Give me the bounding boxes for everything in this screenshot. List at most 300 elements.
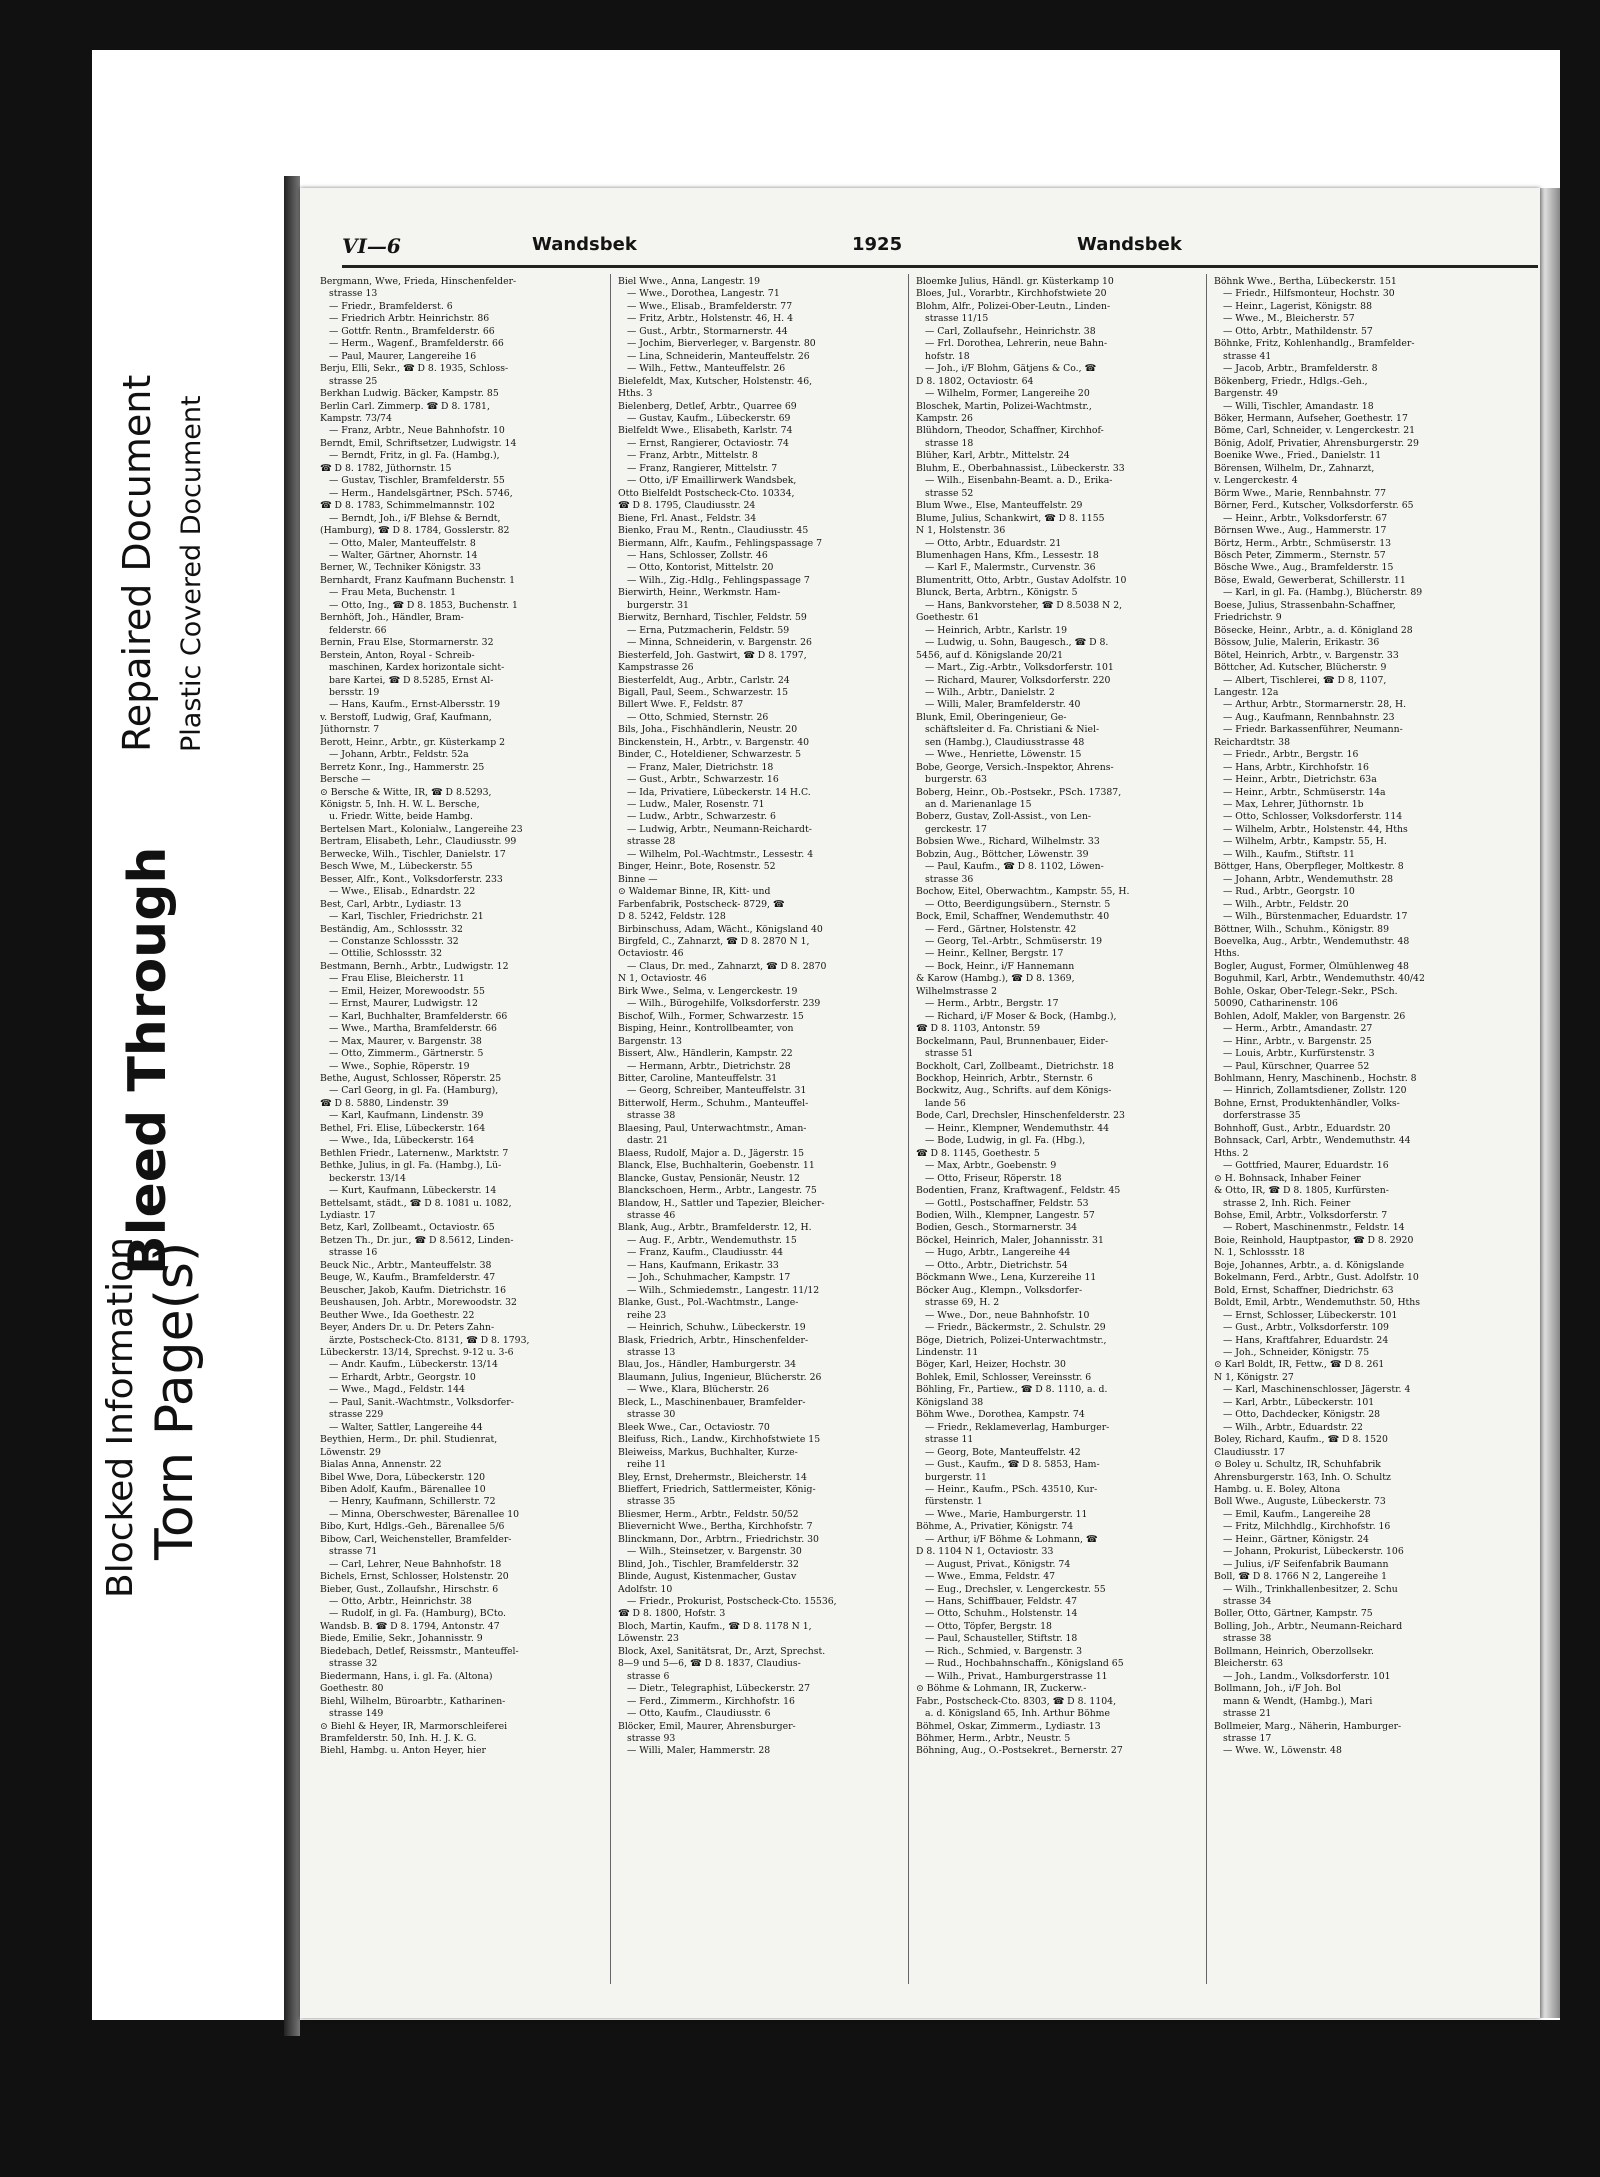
directory-entry: Blaess, Rudolf, Major a. D., Jägerstr. 15	[618, 1147, 805, 1159]
directory-entry: — Wilh., Bürogehilfe, Volksdorferstr. 239	[627, 998, 821, 1010]
directory-entry: Blume, Julius, Schankwirt, ☎ D 8. 1155	[916, 512, 1105, 524]
directory-entry: felderstr. 66	[329, 624, 387, 636]
directory-entry: — August, Privat., Königstr. 74	[925, 1558, 1071, 1570]
directory-entry: strasse 229	[329, 1409, 384, 1421]
directory-entry: Betz, Karl, Zollbeamt., Octaviostr. 65	[320, 1222, 495, 1234]
directory-entry: Binder, C., Hoteldiener, Schwarzestr. 5	[618, 749, 802, 761]
directory-entry: — Max, Lehrer, Jüthornstr. 1b	[1223, 799, 1364, 811]
directory-entry: — Andr. Kaufm., Lübeckerstr. 13/14	[329, 1359, 498, 1371]
directory-entry: Bluhm, E., Oberbahnassist., Lübeckerstr. 33	[916, 462, 1125, 474]
directory-entry: — Otto, Kaufm., Claudiusstr. 6	[627, 1708, 771, 1720]
directory-entry: — Franz, Kaufm., Claudiusstr. 44	[627, 1247, 784, 1259]
directory-entry: Lübeckerstr. 13/14, Sprechst. 9-12 u. 3-6	[320, 1346, 514, 1358]
directory-entry: Blühdorn, Theodor, Schaffner, Kirchhof-	[916, 425, 1104, 437]
directory-entry: Blievernicht Wwe., Bertha, Kirchhofstr. 7	[618, 1521, 813, 1533]
directory-entry: — Gust., Arbtr., Stormarnerstr. 44	[627, 325, 788, 337]
directory-entry: Beuscher, Jakob, Kaufm. Dietrichstr. 16	[320, 1284, 507, 1296]
directory-entry: ⊙ H. Bohnsack, Inhaber Feiner	[1214, 1172, 1361, 1184]
directory-entry: Blinckmann, Dor., Arbtrn., Friedrichstr. 30	[618, 1533, 819, 1545]
directory-entry: — Herm., Handelsgärtner, PSch. 5746,	[329, 487, 513, 499]
directory-entry: Berlin Carl. Zimmerp. ☎ D 8. 1781,	[320, 400, 490, 412]
directory-entry: — Dietr., Telegraphist, Lübeckerstr. 27	[627, 1683, 810, 1695]
directory-entry: — Otto, i/F Emaillirwerk Wandsbek,	[627, 475, 797, 487]
directory-entry: — Claus, Dr. med., Zahnarzt, ☎ D 8. 2870	[627, 960, 827, 972]
directory-entry: Bodentien, Franz, Kraftwagenf., Feldstr. 45	[916, 1185, 1121, 1197]
directory-entry: — Otto, Kontorist, Mittelstr. 20	[627, 562, 774, 574]
directory-entry: Bleck, L., Maschinenbauer, Bramfelder-	[618, 1396, 806, 1408]
directory-entry: Kampstr. 73/74	[320, 412, 392, 424]
directory-entry: — Paul, Maurer, Langereihe 16	[329, 350, 477, 362]
directory-entry: beckerstr. 13/14	[329, 1172, 406, 1184]
directory-entry: — Gustav, Kaufm., Lübeckerstr. 69	[627, 412, 791, 424]
directory-entry: Boldt, Emil, Arbtr., Wendemuthstr. 50, Hths	[1214, 1297, 1421, 1309]
directory-entry: Böhme, A., Privatier, Königstr. 74	[916, 1521, 1074, 1533]
directory-entry: Bloch, Martin, Kaufm., ☎ D 8. 1178 N 1,	[618, 1620, 812, 1632]
directory-entry: strasse 21	[1223, 1708, 1272, 1720]
directory-entry: Bethe, August, Schlosser, Röperstr. 25	[320, 1073, 502, 1084]
directory-entry: Blaumann, Julius, Ingenieur, Blücherstr. 26	[618, 1371, 822, 1383]
directory-entry: reihe 11	[627, 1459, 667, 1471]
directory-entry: mann & Wendt, (Hambg.), Mari	[1223, 1695, 1373, 1707]
directory-entry: — Wwe., Sophie, Röperstr. 19	[329, 1060, 470, 1072]
directory-entry: — Emil, Kaufm., Langereihe 28	[1223, 1508, 1371, 1520]
directory-entry: sen (Hambg.), Claudiusstrasse 48	[925, 736, 1085, 748]
directory-entry: — Fritz, Arbtr., Holstenstr. 46, H. 4	[627, 313, 793, 325]
directory-entry: Farbenfabrik, Postscheck- 8729, ☎	[618, 898, 785, 910]
directory-entry: — Wwe., Martha, Bramfelderstr. 66	[329, 1023, 497, 1035]
directory-entry: Börner, Ferd., Kutscher, Volksdorferstr. 65	[1214, 500, 1414, 512]
directory-entry: & Karow (Hambg.), ☎ D 8. 1369,	[916, 973, 1075, 985]
directory-entry: — Ernst, Rangierer, Octaviostr. 74	[627, 437, 789, 449]
directory-entry: Blohm, Alfr., Polizei-Ober-Leutn., Linden-	[916, 300, 1111, 312]
directory-entry: Bischof, Wilh., Former, Schwarzestr. 15	[618, 1010, 804, 1022]
directory-entry: — Hans, Kraftfahrer, Eduardstr. 24	[1223, 1334, 1389, 1346]
directory-entry: — Georg, Tel.-Arbtr., Schmüserstr. 19	[925, 936, 1103, 948]
directory-entry: — Hermann, Arbtr., Dietrichstr. 28	[627, 1060, 791, 1072]
directory-entry: — Karl F., Malermstr., Curvenstr. 36	[925, 562, 1096, 574]
directory-entry: 50090, Catharinenstr. 106	[1214, 998, 1338, 1010]
directory-entry: N. 1, Schlossstr. 18	[1214, 1247, 1305, 1259]
directory-entry: — Ernst, Schlosser, Lübeckerstr. 101	[1223, 1309, 1398, 1321]
directory-entry: — Friedrich Arbtr. Heinrichstr. 86	[329, 313, 490, 325]
directory-entry: Bibo, Kurt, Hdlgs.-Geh., Bärenallee 5/6	[320, 1521, 505, 1533]
directory-entry: Bitter, Caroline, Manteuffelstr. 31	[618, 1073, 778, 1084]
side-label-blocked-information: Blocked Information	[100, 1237, 141, 1598]
directory-entry: — Franz, Maler, Dietrichstr. 18	[627, 761, 774, 773]
directory-entry: — Emil, Heizer, Morewoodstr. 55	[329, 985, 485, 997]
directory-entry: — Otto, Schmied, Sternstr. 26	[627, 711, 769, 723]
directory-entry: Boese, Julius, Strassenbahn-Schaffner,	[1214, 599, 1396, 611]
directory-entry: — Otto, Arbtr., Heinrichstr. 38	[329, 1596, 472, 1608]
directory-entry: — Wilh., Steinsetzer, v. Bargenstr. 30	[627, 1546, 802, 1558]
directory-entry: — Gust., Arbtr., Schwarzestr. 16	[627, 774, 779, 786]
directory-entry: — Friedr., Bäckermstr., 2. Schulstr. 29	[925, 1322, 1106, 1334]
directory-entry: Birgfeld, C., Zahnarzt, ☎ D 8. 2870 N 1,	[618, 936, 810, 948]
directory-entry: — Friedr., Reklameverlag, Hamburger-	[925, 1421, 1110, 1433]
directory-entry: Bockhop, Heinrich, Arbtr., Sternstr. 6	[916, 1073, 1093, 1084]
directory-entry: strasse 32	[329, 1658, 378, 1670]
directory-entry: Bleicherstr. 63	[1214, 1658, 1284, 1670]
directory-entry: — Otto, Schlosser, Volksdorferstr. 114	[1223, 811, 1403, 823]
directory-entry: Bollmann, Joh., i/F Joh. Bol	[1214, 1683, 1341, 1695]
directory-entry: ☎ D 8. 5880, Lindenstr. 39	[320, 1097, 449, 1109]
directory-entry: — Willi, Tischler, Amandastr. 18	[1223, 400, 1374, 412]
directory-entry: Berwecke, Wilh., Tischler, Danielstr. 17	[320, 848, 506, 860]
directory-entry: Bohle, Oskar, Ober-Telegr.-Sekr., PSch.	[1214, 985, 1398, 997]
directory-entry: Boguhmil, Karl, Arbtr., Wendemuthstr. 40/42	[1214, 973, 1425, 985]
directory-entry: Wilhelmstrasse 2	[916, 985, 998, 997]
directory-column-1	[320, 276, 595, 1976]
directory-entry: Böckmann Wwe., Lena, Kurzereihe 11	[916, 1272, 1097, 1284]
directory-entry: Bethlen Friedr., Laternenw., Marktstr. 7	[320, 1147, 509, 1159]
directory-entry: Bogler, August, Former, Ölmühlenweg 48	[1214, 960, 1409, 972]
directory-entry: Block, Axel, Sanitätsrat, Dr., Arzt, Sprechst.	[618, 1645, 826, 1657]
directory-entry: Bierwirth, Heinr., Werkmstr. Ham-	[618, 587, 781, 599]
directory-entry: strasse 28	[627, 836, 676, 848]
directory-entry: strasse 38	[1223, 1633, 1272, 1645]
directory-entry: Kampstrasse 26	[618, 662, 694, 674]
directory-entry: & Otto, IR, ☎ D 8. 1805, Kurfürsten-	[1214, 1185, 1389, 1197]
directory-entry: — Heinr., Arbtr., Dietrichstr. 63a	[1223, 774, 1377, 786]
directory-entry: Blau, Jos., Händler, Hamburgerstr. 34	[618, 1359, 797, 1371]
directory-entry: Boller, Otto, Gärtner, Kampstr. 75	[1214, 1608, 1373, 1620]
directory-entry: — Wilh., Privat., Hamburgerstrasse 11	[925, 1670, 1108, 1682]
directory-entry: — Otto, Maler, Manteuffelstr. 8	[329, 537, 476, 549]
directory-entry: — Arthur, Arbtr., Stormarnerstr. 28, H.	[1223, 699, 1407, 711]
directory-entry: — Friedr. Barkassenführer, Neumann-	[1223, 724, 1403, 736]
directory-entry: — Wwe., Henriette, Löwenstr. 15	[925, 749, 1082, 761]
directory-entry: ⊙ Karl Boldt, IR, Fettw., ☎ D 8. 261	[1214, 1359, 1385, 1371]
directory-entry: Otto Bielfeldt Postscheck-Cto. 10334,	[618, 487, 795, 499]
directory-entry: Königstr. 5, Inh. H. W. L. Bersche,	[320, 799, 480, 811]
directory-entry: Blank, Aug., Arbtr., Bramfelderstr. 12, H.	[618, 1222, 812, 1234]
directory-entry: — Friedr., Bramfelderst. 6	[329, 300, 453, 312]
directory-entry: Binne —	[618, 873, 658, 885]
directory-entry: Bargenstr. 13	[618, 1035, 682, 1047]
directory-entry: Boenike Wwe., Fried., Danielstr. 11	[1214, 450, 1382, 462]
directory-entry: Böcker Aug., Klempn., Volksdorfer-	[916, 1284, 1083, 1296]
directory-entry: bersstr. 19	[329, 686, 380, 698]
directory-entry: Boje, Johannes, Arbtr., a. d. Königslande	[1214, 1259, 1405, 1271]
directory-entry: Börtz, Herm., Arbtr., Schmüserstr. 13	[1214, 537, 1392, 549]
directory-entry: v. Berstoff, Ludwig, Graf, Kaufmann,	[320, 711, 492, 723]
directory-entry: Bohne, Ernst, Produktenhändler, Volks-	[1214, 1097, 1400, 1109]
directory-entry: ☎ D 8. 1800, Hofstr. 3	[618, 1608, 726, 1620]
directory-entry: — Rudolf, in gl. Fa. (Hamburg), BCto.	[329, 1608, 507, 1620]
directory-entry: Octaviostr. 46	[618, 948, 684, 960]
scan-border-right	[1560, 50, 1600, 2020]
scan-border-bottom	[0, 2020, 1600, 2177]
directory-entry: Bollmeier, Marg., Näherin, Hamburger-	[1214, 1720, 1402, 1732]
directory-entry: Boll, ☎ D 8. 1766 N 2, Langereihe 1	[1214, 1571, 1388, 1583]
directory-entry: — Joh., Schneider, Königstr. 75	[1223, 1346, 1370, 1358]
directory-entry: u. Friedr. Witte, beide Hambg.	[329, 811, 473, 823]
directory-entry: — Berndt, Joh., i/F Blehse & Berndt,	[329, 512, 501, 524]
directory-entry: — Richard, i/F Moser & Bock, (Hambg.),	[925, 1010, 1117, 1022]
directory-entry: — Otto, Töpfer, Bergstr. 18	[925, 1620, 1052, 1632]
directory-entry: Böger, Karl, Heizer, Hochstr. 30	[916, 1359, 1066, 1371]
directory-entry: — Wilh., Eisenbahn-Beamt. a. D., Erika-	[925, 475, 1113, 487]
directory-entry: strasse 2, Inh. Rich. Feiner	[1223, 1197, 1351, 1209]
directory-entry: dorferstrasse 35	[1223, 1110, 1301, 1122]
directory-entry: Berndt, Emil, Schriftsetzer, Ludwigstr. 14	[320, 437, 517, 449]
directory-entry: Bösecke, Heinr., Arbtr., a. d. Königland 28	[1214, 624, 1413, 636]
directory-entry: Bode, Carl, Drechsler, Hinschenfelderstr. 23	[916, 1110, 1125, 1122]
directory-entry: Böker, Hermann, Aufseher, Goethestr. 17	[1214, 412, 1408, 424]
directory-entry: — Otto, Beerdigungsübern., Sternstr. 5	[925, 898, 1111, 910]
directory-entry: Bergmann, Wwe, Frieda, Hinschenfelder-	[320, 276, 517, 287]
directory-entry: — Ferd., Gärtner, Holstenstr. 42	[925, 923, 1077, 935]
directory-entry: reihe 23	[627, 1309, 667, 1321]
directory-entry: strasse 11/15	[925, 313, 989, 325]
scan-border-top	[0, 0, 1600, 50]
directory-entry: — Arthur, i/F Böhme & Lohmann, ☎	[925, 1533, 1098, 1545]
header-town-right: Wandsbek	[1077, 234, 1182, 255]
directory-entry: strasse 25	[329, 375, 378, 387]
directory-entry: Blandow, H., Sattler und Tapezier, Bleicher-	[618, 1197, 825, 1209]
directory-entry: — Otto, Arbtr., Mathildenstr. 57	[1223, 325, 1373, 337]
directory-entry: — Franz, Arbtr., Neue Bahnhofstr. 10	[329, 425, 505, 437]
directory-entry: strasse 13	[627, 1346, 676, 1358]
directory-entry: ärzte, Postscheck-Cto. 8131, ☎ D 8. 1793,	[329, 1334, 530, 1346]
directory-entry: ⊙ Boley u. Schultz, IR, Schuhfabrik	[1214, 1459, 1381, 1471]
directory-entry: strasse 6	[627, 1670, 670, 1682]
directory-entry: — Carl, Zollaufsehr., Heinrichstr. 38	[925, 325, 1096, 337]
directory-entry: — Fritz, Milchhdlg., Kirchhofstr. 16	[1223, 1521, 1391, 1533]
directory-entry: Bierwitz, Bernhard, Tischler, Feldstr. 59	[618, 612, 807, 624]
directory-entry: — Max, Arbtr., Goebenstr. 9	[925, 1160, 1057, 1172]
directory-entry: — Gust., Kaufm., ☎ D 8. 5853, Ham-	[925, 1459, 1100, 1471]
directory-entry: — Albert, Tischlerei, ☎ D 8, 1107,	[1223, 674, 1387, 686]
directory-entry: — Karl, in gl. Fa. (Hambg.), Blücherstr. 89	[1223, 587, 1423, 599]
directory-entry: Böhning, Aug., O.-Postsekret., Bernerstr. 27	[916, 1745, 1123, 1757]
directory-entry: — Eug., Drechsler, v. Lengerckestr. 55	[925, 1583, 1106, 1595]
directory-entry: v. Lengerckestr. 4	[1214, 475, 1298, 487]
directory-entry: Boley, Richard, Kaufm., ☎ D 8. 1520	[1214, 1434, 1388, 1446]
directory-entry: Bockholt, Carl, Zollbeamt., Dietrichstr. 18	[916, 1060, 1114, 1072]
directory-entry: strasse 35	[627, 1496, 676, 1508]
directory-entry: — Otto., Arbtr., Dietrichstr. 54	[925, 1259, 1068, 1271]
directory-entry: Böttger, Hans, Oberpfleger, Moltkestr. 8	[1214, 861, 1404, 873]
directory-entry: Beuck Nic., Arbtr., Manteuffelstr. 38	[320, 1259, 492, 1271]
directory-column-3	[916, 276, 1191, 1976]
directory-entry: — Heinr., Klempner, Wendemuthstr. 44	[925, 1122, 1110, 1134]
directory-entry: — Wwe., Emma, Feldstr. 47	[925, 1571, 1056, 1583]
directory-entry: Blunk, Emil, Oberingenieur, Ge-	[916, 711, 1067, 723]
directory-entry: Biben Adolf, Kaufm., Bärenallee 10	[320, 1483, 486, 1495]
directory-entry: Biermann, Alfr., Kaufm., Fehlingspassage 7	[618, 537, 822, 549]
column-divider	[908, 274, 909, 1984]
directory-entry: Berstein, Anton, Royal - Schreib-	[320, 649, 475, 661]
directory-entry: — Bock, Heinr., i/F Hannemann	[925, 960, 1075, 972]
directory-entry: 8—9 und 5—6, ☎ D 8. 1837, Claudius-	[618, 1658, 801, 1670]
directory-entry: Wandsb. B. ☎ D 8. 1794, Antonstr. 47	[320, 1620, 500, 1632]
directory-entry: — Ferd., Zimmerm., Kirchhofstr. 16	[627, 1695, 795, 1707]
directory-entry: Bodien, Gesch., Stormarnerstr. 34	[916, 1222, 1078, 1234]
side-label-repaired-document: Repaired Document	[115, 374, 159, 752]
directory-entry: Bielenberg, Detlef, Arbtr., Quarree 69	[618, 400, 797, 412]
directory-entry: — Paul, Kürschner, Quarree 52	[1223, 1060, 1370, 1072]
directory-entry: ☎ D 8. 1103, Antonstr. 59	[916, 1023, 1041, 1035]
directory-entry: Bökenberg, Friedr., Hdlgs.-Geh.,	[1214, 375, 1368, 387]
directory-entry: schäftsleiter d. Fa. Christiani & Niel-	[925, 724, 1100, 736]
directory-entry: Bley, Ernst, Drehermstr., Bleicherstr. 14	[618, 1471, 807, 1483]
directory-entry: Königsland 38	[916, 1396, 984, 1408]
directory-entry: Bohlek, Emil, Schlosser, Vereinsstr. 6	[916, 1371, 1092, 1383]
directory-entry: Bönig, Adolf, Privatier, Ahrensburgerstr. 29	[1214, 437, 1419, 449]
directory-entry: — Frau Elise, Bleicherstr. 11	[329, 973, 465, 985]
directory-entry: Böttner, Wilh., Schuhm., Königstr. 89	[1214, 923, 1390, 935]
directory-entry: — Louis, Arbtr., Kurfürstenstr. 3	[1223, 1048, 1375, 1060]
directory-entry: — Johann, Arbtr., Wendemuthstr. 28	[1223, 873, 1394, 885]
column-divider	[610, 274, 611, 1984]
directory-entry: — Mart., Zig.-Arbtr., Volksdorferstr. 101	[925, 662, 1114, 674]
directory-entry: strasse 30	[627, 1409, 676, 1421]
directory-entry: D 8. 5242, Feldstr. 128	[618, 911, 726, 923]
directory-entry: Birbinschuss, Adam, Wächt., Königsland 40	[618, 923, 823, 935]
directory-entry: — Lina, Schneiderin, Manteuffelstr. 26	[627, 350, 810, 362]
directory-entry: Blum Wwe., Else, Manteuffelstr. 29	[916, 500, 1083, 512]
directory-entry: — Minna, Oberschwester, Bärenallee 10	[329, 1508, 520, 1520]
directory-entry: strasse 36	[925, 873, 974, 885]
directory-entry: Böhmer, Herm., Arbtr., Neustr. 5	[916, 1733, 1071, 1745]
directory-entry: — Friedr., Prokurist, Postscheck-Cto. 15536,	[627, 1596, 837, 1608]
directory-entry: — Ida, Privatiere, Lübeckerstr. 14 H.C.	[627, 786, 811, 798]
directory-entry: — Wwe., Elisab., Bramfelderstr. 77	[627, 300, 793, 312]
directory-entry: — Jochim, Bierverleger, v. Bargenstr. 80	[627, 338, 816, 350]
directory-entry: — Carl Georg, in gl. Fa. (Hamburg),	[329, 1085, 499, 1097]
directory-entry: Biesterfeldt, Aug., Arbtr., Carlstr. 24	[618, 674, 790, 686]
directory-entry: strasse 17	[1223, 1733, 1272, 1745]
directory-entry: Hths.	[1214, 948, 1240, 960]
directory-entry: Boie, Reinhold, Hauptpastor, ☎ D 8. 2920	[1214, 1234, 1414, 1246]
directory-entry: Böhnk Wwe., Bertha, Lübeckerstr. 151	[1214, 276, 1397, 287]
directory-entry: strasse 69, H. 2	[925, 1297, 1000, 1309]
directory-entry: Bold, Ernst, Schaffner, Diedrichstr. 63	[1214, 1284, 1394, 1296]
directory-entry: Bodien, Wilh., Klempner, Langestr. 57	[916, 1209, 1095, 1221]
directory-entry: Bloemke Julius, Händl. gr. Küsterkamp 10	[916, 276, 1114, 287]
directory-entry: Biehl, Hambg. u. Anton Heyer, hier	[320, 1745, 486, 1757]
directory-entry: Börm Wwe., Marie, Rennbahnstr. 77	[1214, 487, 1387, 499]
directory-entry: D 8. 1104 N 1, Octaviostr. 33	[916, 1546, 1054, 1558]
directory-entry: — Wwe., Klara, Blücherstr. 26	[627, 1384, 770, 1396]
directory-entry: — Gustav, Tischler, Bramfelderstr. 55	[329, 475, 505, 487]
directory-entry: Bernhardt, Franz Kaufmann Buchenstr. 1	[320, 574, 516, 586]
directory-entry: Börensen, Wilhelm, Dr., Zahnarzt,	[1214, 462, 1375, 474]
directory-entry: Bloschek, Martin, Polizei-Wachtmstr.,	[916, 400, 1092, 412]
directory-entry: — Willi, Maler, Bramfelderstr. 40	[925, 699, 1081, 711]
directory-entry: Bollmann, Heinrich, Oberzollsekr.	[1214, 1645, 1374, 1657]
directory-entry: — Wwe., Elisab., Ednardstr. 22	[329, 886, 476, 898]
directory-entry: Böge, Dietrich, Polizei-Unterwachtmstr.,	[916, 1334, 1107, 1346]
directory-entry: — Wwe., Dorothea, Langestr. 71	[627, 288, 780, 300]
directory-entry: Hambg. u. E. Boley, Altona	[1214, 1483, 1341, 1495]
directory-entry: Bigall, Paul, Seem., Schwarzestr. 15	[618, 686, 789, 698]
directory-entry: Blancke, Gustav, Pensionär, Neustr. 12	[618, 1172, 800, 1184]
directory-entry: — Gust., Arbtr., Volksdorferstr. 109	[1223, 1322, 1389, 1334]
directory-entry: Bolling, Joh., Arbtr., Neumann-Reichard	[1214, 1620, 1403, 1632]
directory-entry: Blaesing, Paul, Unterwachtmstr., Aman-	[618, 1122, 807, 1134]
directory-column-2	[618, 276, 893, 1976]
directory-entry: Bertelsen Mart., Kolonialw., Langereihe 23	[320, 823, 523, 835]
directory-entry: a. d. Königsland 65, Inh. Arthur Böhme	[925, 1708, 1111, 1720]
directory-entry: Bethke, Julius, in gl. Fa. (Hambg.), Lü-	[320, 1160, 502, 1172]
directory-entry: Löwenstr. 23	[618, 1633, 679, 1645]
directory-entry: Beythien, Herm., Dr. phil. Studienrat,	[320, 1434, 498, 1446]
directory-entry: Bohse, Emil, Arbtr., Volksdorferstr. 7	[1214, 1209, 1388, 1221]
directory-entry: Bockwitz, Aug., Schrifts. auf dem Königs-	[916, 1085, 1112, 1097]
directory-entry: Bestmann, Bernh., Arbtr., Ludwigstr. 12	[320, 960, 509, 972]
directory-entry: Böttcher, Ad. Kutscher, Blücherstr. 9	[1214, 662, 1387, 674]
directory-entry: — Wilh., Schmiedemstr., Langestr. 11/12	[627, 1284, 820, 1296]
directory-entry: Biene, Frl. Anast., Feldstr. 34	[618, 512, 757, 524]
directory-entry: — Friedr., Arbtr., Bergstr. 16	[1223, 749, 1359, 761]
directory-entry: — Heinr., Kaufm., PSch. 43510, Kur-	[925, 1483, 1098, 1495]
directory-entry: strasse 38	[627, 1110, 676, 1122]
directory-entry: hofstr. 18	[925, 350, 970, 362]
directory-entry: — Friedr., Hilfsmonteur, Hochstr. 30	[1223, 288, 1395, 300]
directory-entry: — Rich., Schmied, v. Bargenstr. 3	[925, 1645, 1083, 1657]
directory-entry: — Minna, Schneiderin, v. Bargenstr. 26	[627, 637, 812, 649]
directory-entry: — Aug., Kaufmann, Rennbahnstr. 23	[1223, 711, 1395, 723]
directory-entry: Blunck, Berta, Arbtrn., Königstr. 5	[916, 587, 1078, 599]
directory-entry: — Wilh., Fettw., Manteuffelstr. 26	[627, 363, 786, 375]
directory-entry: D 8. 1802, Octaviostr. 64	[916, 375, 1034, 387]
directory-entry: Biesterfeld, Joh. Gastwirt, ☎ D 8. 1797,	[618, 649, 807, 661]
header-year: 1925	[852, 234, 903, 255]
directory-entry: — Gottfr. Rentn., Bramfelderstr. 66	[329, 325, 495, 337]
directory-entry: — Jacob, Arbtr., Bramfelderstr. 8	[1223, 363, 1378, 375]
directory-entry: — Hans, Kaufmann, Erikastr. 33	[627, 1259, 779, 1271]
page-number: VI—6	[342, 234, 401, 258]
directory-entry: — Wilhelm, Arbtr., Kampstr. 55, H.	[1223, 836, 1387, 848]
directory-entry: Blind, Joh., Tischler, Bramfelderstr. 32	[618, 1558, 799, 1570]
directory-entry: Biede, Emilie, Sekr., Johannisstr. 9	[320, 1633, 483, 1645]
directory-entry: Bohlen, Adolf, Makler, von Bargenstr. 26	[1214, 1010, 1406, 1022]
directory-entry: Böhmel, Oskar, Zimmerm., Lydiastr. 13	[916, 1720, 1101, 1732]
directory-entry: — Berndt, Fritz, in gl. Fa. (Hambg.),	[329, 450, 500, 462]
directory-entry: — Johann, Prokurist, Lübeckerstr. 106	[1223, 1546, 1404, 1558]
directory-entry: Böckel, Heinrich, Maler, Johannisstr. 31	[916, 1234, 1104, 1246]
directory-entry: strasse 34	[1223, 1596, 1272, 1608]
directory-entry: — Paul, Schausteller, Stiftstr. 18	[925, 1633, 1078, 1645]
directory-entry: — Otto, Friseur, Röperstr. 18	[925, 1172, 1062, 1184]
directory-entry: — Wwe., Magd., Feldstr. 144	[329, 1384, 465, 1396]
directory-entry: — Otto, Zimmerm., Gärtnerstr. 5	[329, 1048, 484, 1060]
directory-entry: — Ottilie, Schlossstr. 32	[329, 948, 443, 960]
directory-entry: Fabr., Postscheck-Cto. 8303, ☎ D 8. 1104,	[916, 1695, 1117, 1707]
directory-entry: — Wilh., Arbtr., Eduardstr. 22	[1223, 1421, 1363, 1433]
directory-entry: Bialas Anna, Annenstr. 22	[320, 1459, 442, 1471]
directory-entry: — Rud., Arbtr., Georgstr. 10	[1223, 886, 1355, 898]
directory-entry: Boll Wwe., Auguste, Lübeckerstr. 73	[1214, 1496, 1386, 1508]
directory-entry: Blieffert, Friedrich, Sattlermeister, König-	[618, 1483, 816, 1495]
directory-entry: Bargenstr. 49	[1214, 388, 1278, 400]
directory-entry: — Otto, Arbtr., Eduardstr. 21	[925, 537, 1062, 549]
directory-entry: — Frl. Dorothea, Lehrerin, neue Bahn-	[925, 338, 1108, 350]
directory-entry: Blanke, Gust., Pol.-Wachtmstr., Lange-	[618, 1297, 799, 1309]
directory-entry: — Heinr., Lagerist, Königstr. 88	[1223, 300, 1372, 312]
directory-entry: — Hans, Arbtr., Kirchhofstr. 16	[1223, 761, 1369, 773]
directory-entry: Blöcker, Emil, Maurer, Ahrensburger-	[618, 1720, 796, 1732]
directory-entry: — Ludwig, Arbtr., Neumann-Reichardt-	[627, 823, 812, 835]
scan-border-left	[0, 50, 92, 2020]
directory-entry: Berkhan Ludwig. Bäcker, Kampstr. 85	[320, 388, 499, 400]
directory-entry: Best, Carl, Arbtr., Lydiastr. 13	[320, 898, 462, 910]
directory-entry: Bissert, Alw., Händlerin, Kampstr. 22	[618, 1048, 793, 1060]
directory-entry: Bitterwolf, Herm., Schuhm., Manteuffel-	[618, 1097, 809, 1109]
directory-entry: Böhling, Fr., Partiew., ☎ D 8. 1110, a. d.	[916, 1384, 1108, 1396]
